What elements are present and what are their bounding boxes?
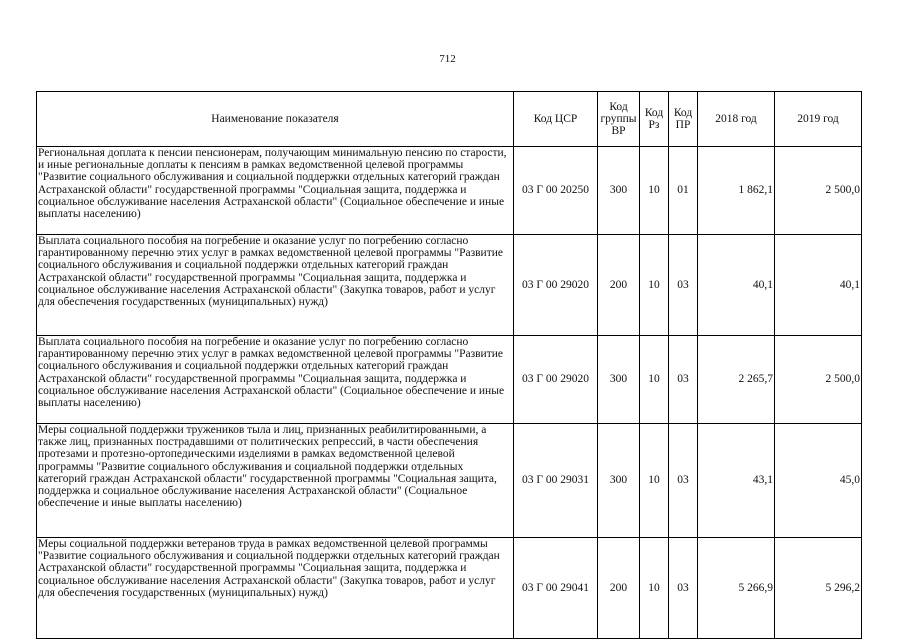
row-pr: 03 <box>669 538 698 639</box>
table-row <box>37 235 862 336</box>
header-vr: Код группы ВР <box>598 92 640 147</box>
row-pr: 03 <box>669 424 698 538</box>
row-pr: 01 <box>669 147 698 235</box>
row-2018: 40,1 <box>698 235 775 336</box>
row-rz: 10 <box>640 147 669 235</box>
row-csr: 03 Г 00 20250 <box>514 147 598 235</box>
row-pr: 03 <box>669 336 698 424</box>
header-rz: Код Рз <box>640 92 669 147</box>
row-2019: 45,0 <box>775 424 862 538</box>
row-2018: 5 266,9 <box>698 538 775 639</box>
header-csr: Код ЦСР <box>514 92 598 147</box>
row-vr: 300 <box>598 424 640 538</box>
table-row <box>37 147 862 235</box>
table-row <box>37 424 862 538</box>
row-pr: 03 <box>669 235 698 336</box>
row-2019: 2 500,0 <box>775 147 862 235</box>
row-vr: 300 <box>598 147 640 235</box>
row-rz: 10 <box>640 235 669 336</box>
row-name: Меры социальной поддержки тружеников тыла и лиц, признанных реабилитированными, а также лиц, признанных пострадавшими от политических репрессий, в части обеспечения протезами и протезно-ортопедическими изделиями в рамках ведомственной целевой программы "Развитие социального обслуживания и социальной поддержки отдельных категорий граждан Астраханской области" государственной программы "Социальная защита, поддержка и социальное обслуживание населения Астраханской области" (Социальное обеспечение и иные выплаты населению) <box>37 424 514 538</box>
row-name: Выплата социального пособия на погребение и оказание услуг по погребению согласно гарантированному перечню этих услуг в рамках ведомственной целевой программы "Развитие социального обслуживания и социальной поддержки отдельных категорий граждан Астраханской области" государственной программы "Социальная защита, поддержка и социальное обслуживание населения Астраханской области" (Закупка товаров, работ и услуг для обеспечения государственных (муниципальных) нужд) <box>37 235 514 336</box>
page-number: 712 <box>439 53 456 65</box>
row-name: Меры социальной поддержки ветеранов труда в рамках ведомственной целевой программы "Развитие социального обслуживания и социальной поддержки отдельных категорий граждан Астраханской области" государственной программы "Социальная защита, поддержка и социальное обслуживание населения Астраханской области" (Закупка товаров, работ и услуг для обеспечения государственных (муниципальных) нужд) <box>37 538 514 639</box>
row-2018: 2 265,7 <box>698 336 775 424</box>
header-2018: 2018 год <box>698 92 775 147</box>
header-2019: 2019 год <box>775 92 862 147</box>
row-rz: 10 <box>640 424 669 538</box>
header-pr: Код ПР <box>669 92 698 147</box>
row-vr: 200 <box>598 538 640 639</box>
row-csr: 03 Г 00 29020 <box>514 336 598 424</box>
row-csr: 03 Г 00 29031 <box>514 424 598 538</box>
row-name: Выплата социального пособия на погребение и оказание услуг по погребению согласно гарантированному перечню этих услуг в рамках ведомственной целевой программы "Развитие социального обслуживания и социальной поддержки отдельных категорий граждан Астраханской области" государственной программы "Социальная защита, поддержка и социальное обслуживание населения Астраханской области" (Социальное обеспечение и иные выплаты населению) <box>37 336 514 424</box>
row-csr: 03 Г 00 29020 <box>514 235 598 336</box>
row-csr: 03 Г 00 29041 <box>514 538 598 639</box>
table-row <box>37 336 862 424</box>
row-2019: 2 500,0 <box>775 336 862 424</box>
table-row <box>37 538 862 639</box>
table-header-row <box>37 92 862 147</box>
row-name: Региональная доплата к пенсии пенсионерам, получающим минимальную пенсию по старости, и иные региональные доплаты к пенсиям в рамках ведомственной целевой программы "Развитие социального обслуживания и социальной поддержки отдельных категорий граждан Астраханской области" государственной программы "Социальная защита, поддержка и социальное обслуживание населения Астраханской области" (Социальное обеспечение и иные выплаты населению) <box>37 147 514 235</box>
row-2019: 40,1 <box>775 235 862 336</box>
budget-table <box>36 91 862 639</box>
row-vr: 200 <box>598 235 640 336</box>
row-rz: 10 <box>640 336 669 424</box>
row-2018: 1 862,1 <box>698 147 775 235</box>
row-2018: 43,1 <box>698 424 775 538</box>
row-2019: 5 296,2 <box>775 538 862 639</box>
header-name: Наименование показателя <box>37 92 514 147</box>
row-vr: 300 <box>598 336 640 424</box>
row-rz: 10 <box>640 538 669 639</box>
